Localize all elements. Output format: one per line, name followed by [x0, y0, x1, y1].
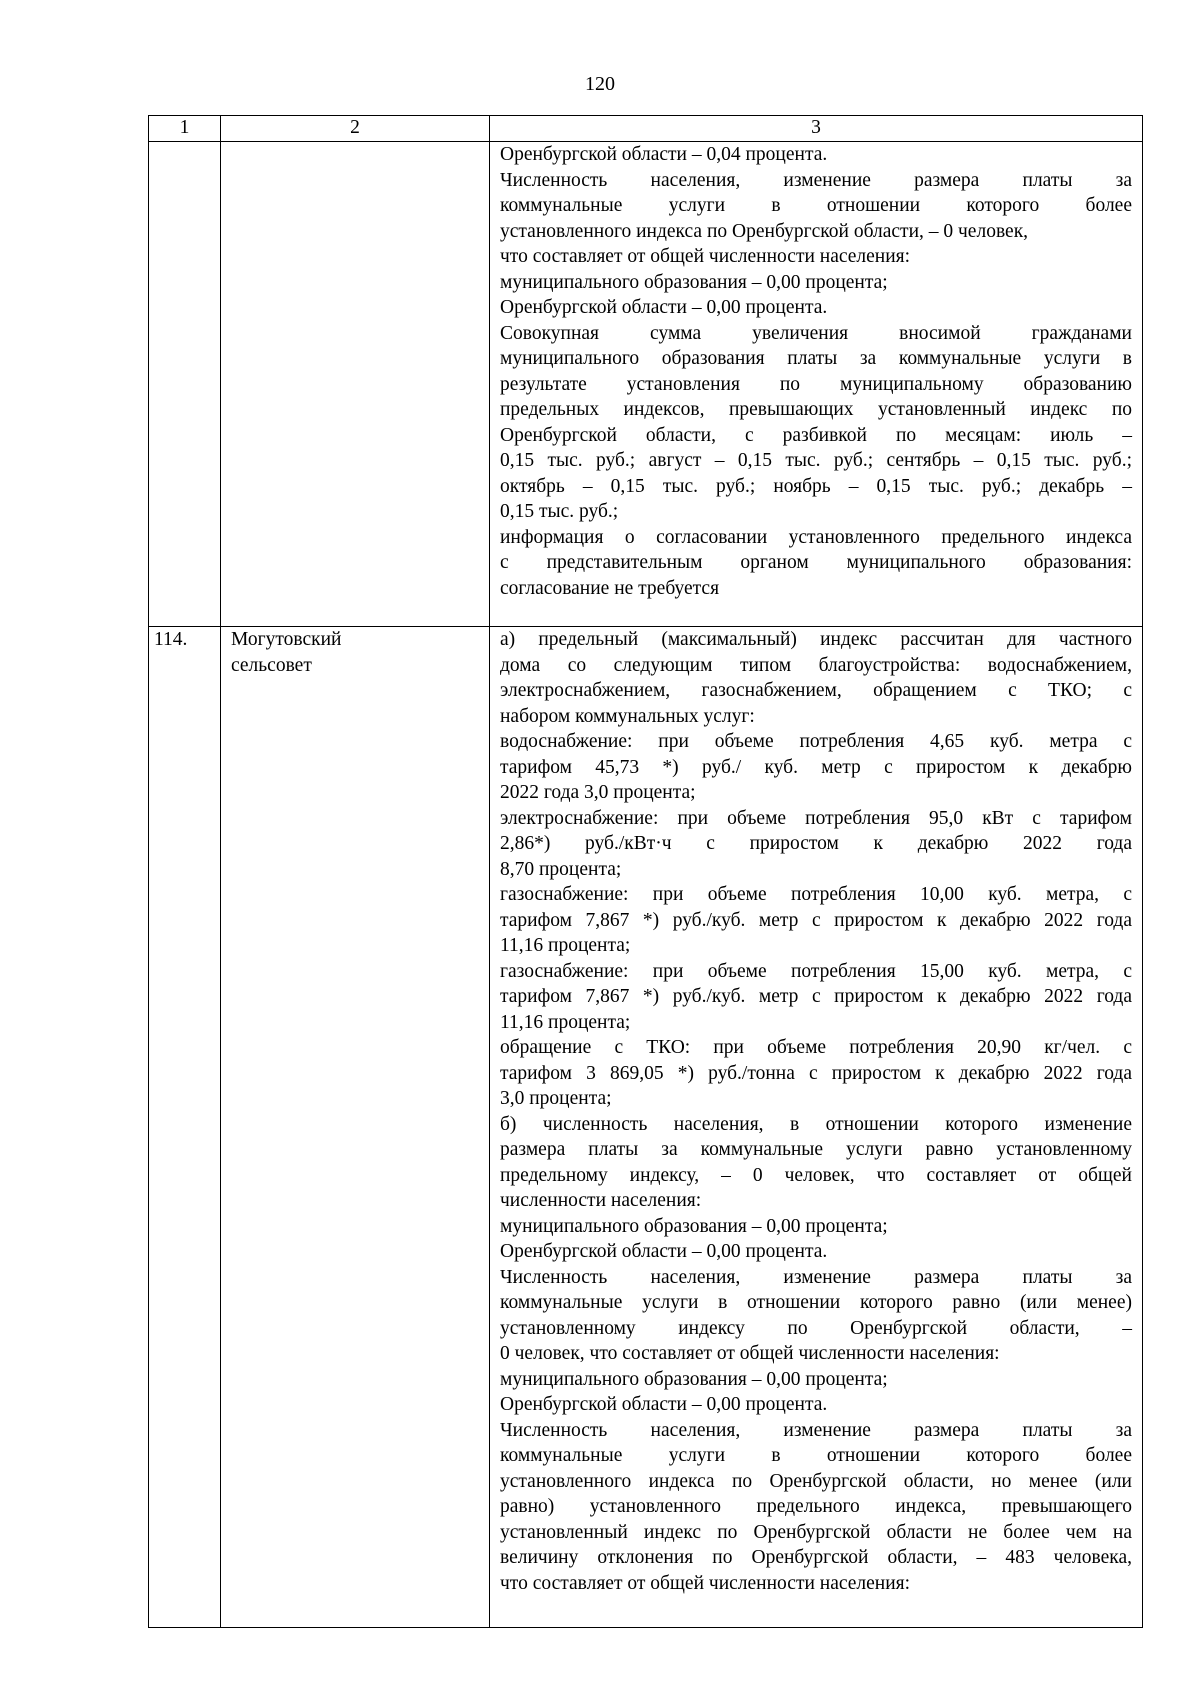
text-line: предельных индексов, превышающих установленный индекс по	[500, 399, 1132, 420]
text-line: коммунальные услуги в отношении которого равно (или менее)	[500, 1292, 1132, 1313]
row-number: 114.	[149, 627, 221, 1628]
municipality-name	[221, 627, 490, 1628]
text-line: электроснабжение: при объеме потребления 95,0 кВт с тарифом	[500, 807, 1132, 829]
index-description	[490, 627, 1143, 1628]
text-line: б) численность населения, в отношении которого изменение	[500, 1113, 1132, 1135]
table-row	[149, 627, 1143, 1628]
text-line: 0,15 тыс. руб.;	[500, 501, 619, 522]
text-line: тарифом 7,867 *) руб./куб. метр с приростом к декабрю 2022 года	[500, 986, 1132, 1007]
text-line: водоснабжение: при объеме потребления 4,65 куб. метра с	[500, 731, 1132, 752]
text-line: предельному индексу, – 0 человек, что составляет от общей	[500, 1164, 1132, 1186]
text-line: 0 человек, что составляет от общей численности населения:	[500, 1343, 1000, 1364]
document-table	[148, 115, 1143, 1628]
text-line: установленного индекса по Оренбургской области, – 0 человек,	[500, 220, 1029, 242]
row-number	[149, 142, 221, 627]
text-line: а) предельный (максимальный) индекс рассчитан для частного	[500, 629, 1132, 650]
text-line: Оренбургской области, с разбивкой по месяцам: июль –	[500, 424, 1132, 446]
name-line: Могутовский	[231, 629, 342, 650]
text-line: 0,15 тыс. руб.; август – 0,15 тыс. руб.; сентябрь – 0,15 тыс. руб.;	[500, 450, 1132, 471]
text-line: размера платы за коммунальные услуги равно установленному	[500, 1139, 1132, 1160]
text-line: муниципального образования платы за коммунальные услуги в	[500, 348, 1132, 369]
text-line: Численность населения, изменение размера платы за	[500, 169, 1132, 191]
text-line: численности населения:	[500, 1190, 702, 1211]
text-line: октябрь – 0,15 тыс. руб.; ноябрь – 0,15 тыс. руб.; декабрь –	[500, 475, 1132, 497]
text-line: муниципального образования – 0,00 процента;	[500, 1368, 888, 1390]
text-line: результате установления по муниципальному образованию	[500, 373, 1132, 395]
text-line: Оренбургской области – 0,00 процента.	[500, 1394, 828, 1415]
text-line: муниципального образования – 0,00 процента;	[500, 271, 888, 293]
text-line: обращение с ТКО: при объеме потребления 20,90 кг/чел. с	[500, 1037, 1132, 1058]
text-line: согласование не требуется	[500, 577, 720, 599]
text-line: Оренбургской области – 0,04 процента.	[500, 144, 828, 165]
column-header: 3	[490, 116, 1143, 142]
text-line: 3,0 процента;	[500, 1088, 612, 1109]
table-row	[149, 142, 1143, 627]
text-line: Численность населения, изменение размера платы за	[500, 1419, 1132, 1441]
column-header: 1	[149, 116, 221, 142]
text-line: тарифом 45,73 *) руб./ куб. метр с приростом к декабрю	[500, 756, 1132, 778]
text-line: муниципального образования – 0,00 процента;	[500, 1215, 888, 1237]
text-line: дома со следующим типом благоустройства: водоснабжением,	[500, 654, 1132, 676]
text-line: тарифом 7,867 *) руб./куб. метр с приростом к декабрю 2022 года	[500, 909, 1132, 931]
text-line: электроснабжением, газоснабжением, обращением с ТКО; с	[500, 680, 1132, 701]
text-line: 2022 года 3,0 процента;	[500, 782, 696, 803]
text-line: тарифом 3 869,05 *) руб./тонна с приростом к декабрю 2022 года	[500, 1062, 1132, 1084]
text-line: 11,16 процента;	[500, 935, 631, 956]
text-line: с представительным органом муниципального образования:	[500, 552, 1132, 573]
text-line: 11,16 процента;	[500, 1011, 631, 1033]
text-line: коммунальные услуги в отношении которого более	[500, 195, 1132, 216]
text-line: что составляет от общей численности населения:	[500, 1572, 911, 1594]
name-line: сельсовет	[231, 654, 312, 676]
text-line: коммунальные услуги в отношении которого более	[500, 1445, 1132, 1466]
text-line: Численность населения, изменение размера платы за	[500, 1266, 1132, 1288]
text-line: установленного индекса по Оренбургской области, но менее (или	[500, 1470, 1132, 1492]
text-line: информация о согласовании установленного предельного индекса	[500, 526, 1132, 548]
text-line: набором коммунальных услуг:	[500, 705, 755, 727]
text-line: 8,70 процента;	[500, 858, 622, 880]
text-line: Оренбургской области – 0,00 процента.	[500, 297, 828, 318]
table-header-row	[149, 116, 1143, 142]
text-line: Совокупная сумма увеличения вносимой гражданами	[500, 322, 1132, 344]
text-line: установленному индексу по Оренбургской области, –	[500, 1317, 1132, 1339]
text-line: 2,86*) руб./кВт·ч с приростом к декабрю 2022 года	[500, 833, 1132, 854]
text-line: что составляет от общей численности населения:	[500, 246, 911, 267]
text-line: величину отклонения по Оренбургской области, – 483 человека,	[500, 1547, 1132, 1568]
text-line: газоснабжение: при объеме потребления 10,00 куб. метра, с	[500, 884, 1132, 905]
municipality-name	[221, 142, 490, 627]
index-description	[490, 142, 1143, 627]
text-line: равно) установленного предельного индекса, превышающего	[500, 1496, 1132, 1517]
text-line: газоснабжение: при объеме потребления 15,00 куб. метра, с	[500, 960, 1132, 982]
column-header: 2	[221, 116, 490, 142]
page-number: 120	[585, 73, 615, 95]
text-line: Оренбургской области – 0,00 процента.	[500, 1241, 828, 1262]
text-line: установленный индекс по Оренбургской области не более чем на	[500, 1521, 1132, 1543]
